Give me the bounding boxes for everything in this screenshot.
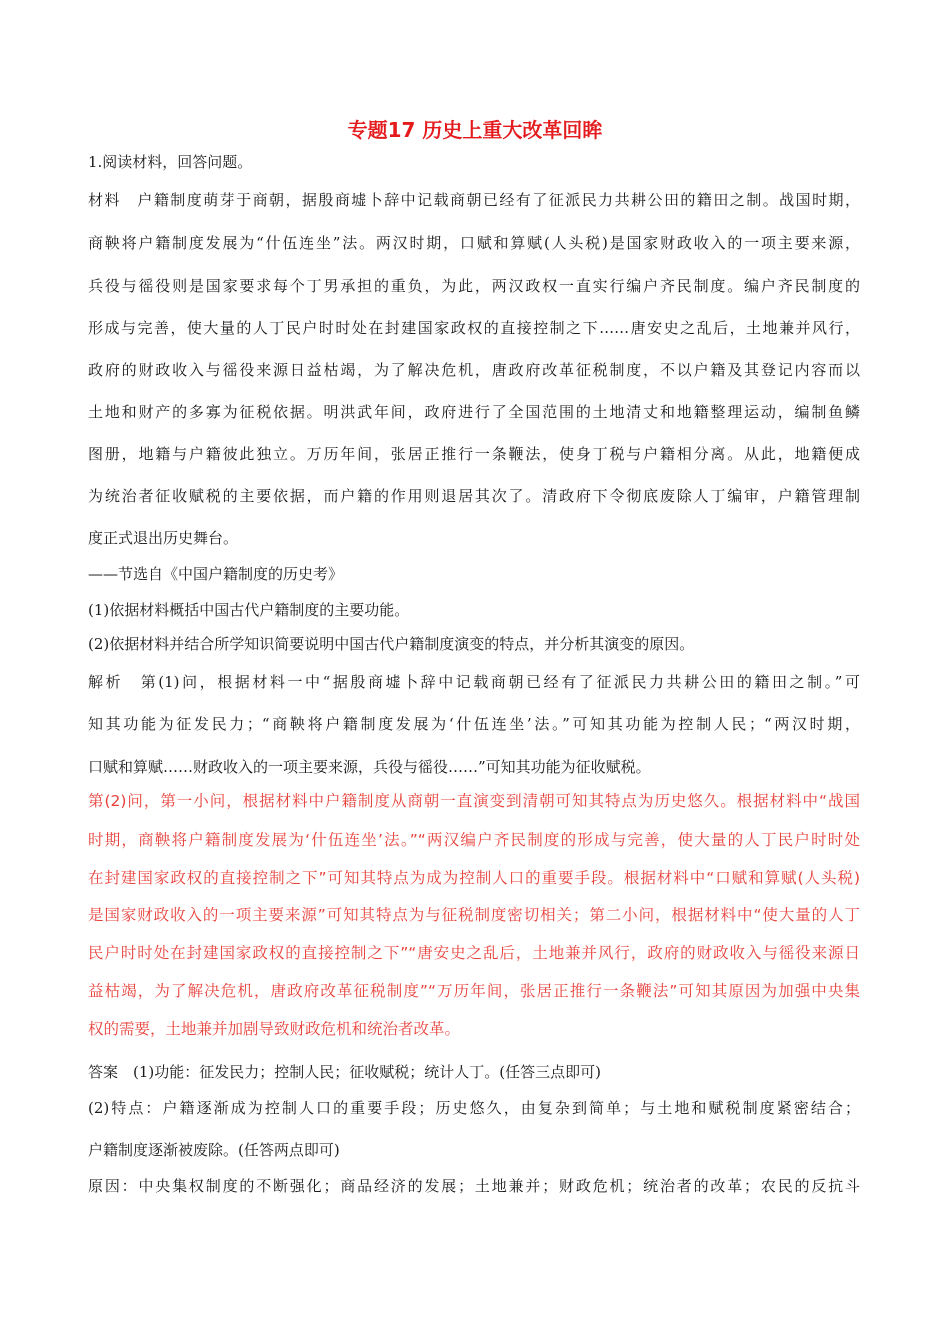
answer-line: 原因：中央集权制度的不断强化；商品经济的发展；土地兼并；财政危机；统治者的改革；农民的反抗斗 [88, 1177, 860, 1195]
analysis-red-line: 第(2)问，第一小问，根据材料中户籍制度从商朝一直演变到清朝可知其特点为历史悠久。根据材料中“战国 [88, 792, 860, 810]
analysis-red-line: 权的需要，土地兼并加剧导致财政危机和统治者改革。 [88, 1020, 461, 1038]
question-intro: 1.阅读材料，回答问题。 [88, 153, 253, 171]
analysis-red-line: 时期，商鞅将户籍制度发展为‘什伍连坐’法。”“两汉编户齐民制度的形成与完善，使大量的人丁民户时时处 [88, 831, 860, 849]
material-line: 度正式退出历史舞台。 [88, 529, 239, 547]
material-line: 形成与完善，使大量的人丁民户时时处在封建国家政权的直接控制之下……唐安史之乱后，土地兼并风行， [88, 319, 860, 337]
document-title: 专题17 历史上重大改革回眸 [347, 118, 603, 142]
question-1: (1)依据材料概括中国古代户籍制度的主要功能。 [88, 601, 410, 619]
analysis-line: 口赋和算赋……财政收入的一项主要来源，兵役与徭役……”可知其功能为征收赋税。 [88, 758, 651, 776]
material-line: 为统治者征收赋税的主要依据，而户籍的作用则退居其次了。清政府下令彻底废除人丁编审，户籍管理制 [88, 487, 860, 505]
material-line: 兵役与徭役则是国家要求每个丁男承担的重负，为此，两汉政权一直实行编户齐民制度。编户齐民制度的 [88, 277, 860, 295]
answer-line: (2)特点：户籍逐渐成为控制人口的重要手段；历史悠久，由复杂到简单；与土地和赋税制度紧密结合； [88, 1099, 860, 1117]
analysis-red-line: 益枯竭，为了解决危机，唐政府改革征税制度”“万历年间，张居正推行一条鞭法”可知其原因为加强中央集 [88, 982, 860, 1000]
material-line: 商鞅将户籍制度发展为“什伍连坐”法。两汉时期，口赋和算赋(人头税)是国家财政收入的一项主要来源， [88, 234, 860, 252]
material-line: 土地和财产的多寡为征税依据。明洪武年间，政府进行了全国范围的土地清丈和地籍整理运动，编制鱼鳞 [88, 403, 860, 421]
analysis-red-line: 在封建国家政权的直接控制之下”可知其特点为成为控制人口的重要手段。根据材料中“口赋和算赋(人头税) [88, 869, 860, 887]
material-line: 图册，地籍与户籍彼此独立。万历年间，张居正推行一条鞭法，使身丁税与户籍相分离。从此，地籍便成 [88, 445, 860, 463]
question-2: (2)依据材料并结合所学知识简要说明中国古代户籍制度演变的特点，并分析其演变的原因。 [88, 635, 695, 653]
material-line: 政府的财政收入与徭役来源日益枯竭，为了解决危机，唐政府改革征税制度，不以户籍及其登记内容而以 [88, 361, 860, 379]
material-line: 材料 户籍制度萌芽于商朝，据殷商墟卜辞中记载商朝已经有了征派民力共耕公田的籍田之制。战国时期， [88, 191, 860, 209]
analysis-line: 解析 第(1)问，根据材料一中“据殷商墟卜辞中记载商朝已经有了征派民力共耕公田的籍田之制。”可 [88, 673, 860, 691]
answer-line: 户籍制度逐渐被废除。(任答两点即可) [88, 1141, 340, 1159]
analysis-line: 知其功能为征发民力；“商鞅将户籍制度发展为‘什伍连坐’法。”可知其功能为控制人民；“两汉时期， [88, 715, 860, 733]
analysis-red-line: 是国家财政收入的一项主要来源”可知其特点为与征税制度密切相关；第二小问，根据材料中“使大量的人丁 [88, 906, 860, 924]
answer-line: 答案 (1)功能：征发民力；控制人民；征收赋税；统计人丁。(任答三点即可) [88, 1063, 601, 1081]
analysis-red-line: 民户时时处在封建国家政权的直接控制之下”“唐安史之乱后，土地兼并风行，政府的财政收入与徭役来源日 [88, 944, 860, 962]
source-citation: ——节选自《中国户籍制度的历史考》 [88, 565, 344, 583]
